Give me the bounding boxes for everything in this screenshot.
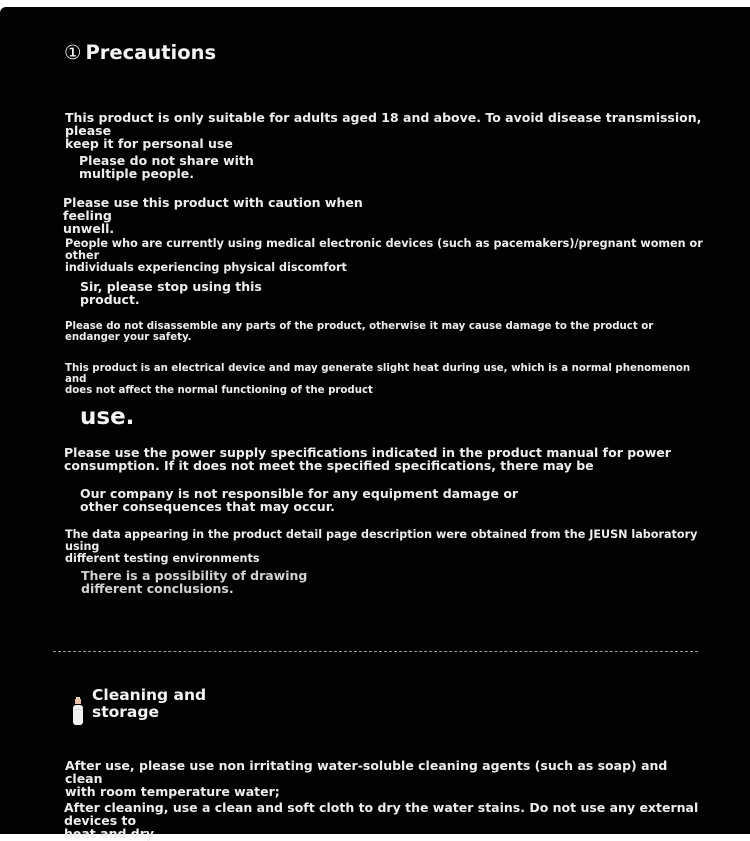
precaution-text: Please use this product with caution when feeling unwell. — [63, 195, 363, 236]
content-panel — [0, 7, 750, 841]
circled-number-icon: ① — [64, 41, 82, 64]
precaution-text: The data appearing in the product detail page description were obtained from the JEUSN laboratory using different testing environments — [65, 528, 698, 565]
precaution-text: Please do not share with multiple people. — [79, 153, 254, 181]
precaution-text: use. — [80, 404, 135, 430]
precaution-text: There is a possibility of drawing different conclusions. — [81, 568, 308, 596]
precautions-title: Precautions — [85, 41, 217, 64]
cleaning-heading: Cleaning and storage — [92, 686, 207, 721]
cleaning-text: After use, please use non irritating water-soluble cleaning agents (such as soap) and clean with room temperature water; — [65, 758, 668, 799]
precaution-text: Please do not disassemble any parts of the product, otherwise it may cause damage to the product or endanger your safety. — [65, 321, 654, 343]
precautions-heading — [64, 40, 216, 66]
precaution-text: This product is only suitable for adults aged 18 and above. To avoid disease transmission, please keep it for personal use — [65, 110, 702, 151]
precaution-text: Sir, please stop using this product. — [80, 279, 262, 307]
precaution-text: Please use the power supply specifications indicated in the product manual for power consumption. If it does not meet the specified specifications, there may be — [64, 445, 671, 473]
bottle-icon — [71, 697, 85, 725]
section-divider — [53, 651, 698, 652]
cleaning-text: After cleaning, use a clean and soft cloth to dry the water stains. Do not use any external devices to heat and dry — [64, 800, 699, 841]
precaution-text: People who are currently using medical electronic devices (such as pacemakers)/pregnant women or other individuals experiencing physical discomfort — [65, 237, 703, 274]
precaution-text: This product is an electrical device and may generate slight heat during use, which is a normal phenomenon and does not affect the normal functioning of the product — [65, 363, 691, 396]
precaution-text: Our company is not responsible for any equipment damage or other consequences that may occur. — [80, 486, 519, 514]
